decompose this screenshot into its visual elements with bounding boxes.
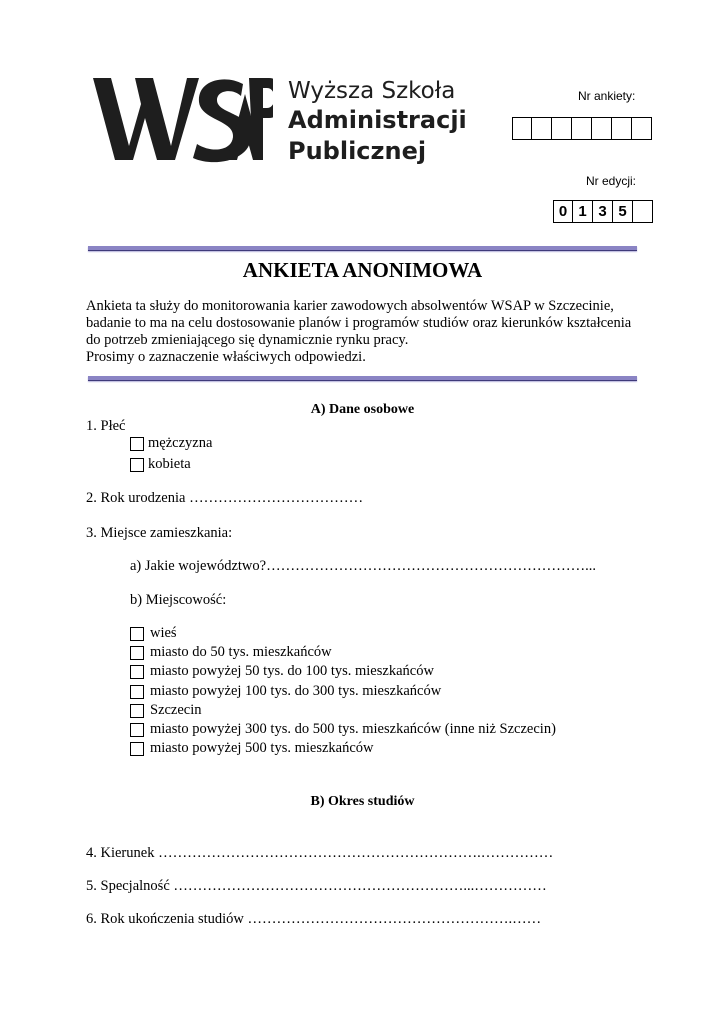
digit-box[interactable] [632, 117, 652, 140]
digit-box [633, 200, 653, 223]
logo-text-line-2: Administracji [288, 106, 467, 134]
option-label: miasto powyżej 500 tys. mieszkańców [150, 740, 374, 756]
q3b-option[interactable] [130, 663, 434, 680]
digit-box[interactable] [532, 117, 552, 140]
digit-box[interactable] [592, 117, 612, 140]
q3-label: 3. Miejsce zamieszkania: [86, 525, 233, 541]
q4-field-of-study[interactable]: 4. Kierunek ………………………………………………………….…………… [86, 845, 554, 861]
checkbox[interactable] [130, 458, 144, 472]
checkbox[interactable] [130, 627, 144, 641]
nr-ankiety-label: Nr ankiety: [578, 89, 636, 103]
option-label: wieś [150, 625, 177, 641]
digit-box[interactable] [512, 117, 532, 140]
intro-line: do potrzeb zmieniającego się dynamicznie rynku pracy. [86, 332, 409, 348]
q1-option-kobieta[interactable] [130, 456, 191, 473]
intro-line: Ankieta ta służy do monitorowania karier zawodowych absolwentów WSAP w Szczecinie, [86, 298, 614, 314]
option-label: kobieta [148, 456, 191, 472]
nr-ankiety-boxes[interactable] [512, 117, 652, 140]
digit-box[interactable] [612, 117, 632, 140]
option-label: miasto do 50 tys. mieszkańców [150, 644, 332, 660]
digit-box: 5 [613, 200, 633, 223]
checkbox[interactable] [130, 437, 144, 451]
q3b-label: b) Miejscowość: [130, 592, 227, 608]
section-a-title: A) Dane osobowe [310, 402, 415, 417]
section-b-title: B) Okres studiów [310, 794, 415, 809]
checkbox[interactable] [130, 685, 144, 699]
checkbox[interactable] [130, 723, 144, 737]
q2-birth-year[interactable]: 2. Rok urodzenia ……………………………… [86, 490, 364, 506]
page-title: ANKIETA ANONIMOWA [242, 258, 483, 282]
q3b-option[interactable] [130, 683, 441, 700]
option-label: Szczecin [150, 702, 202, 718]
digit-box: 0 [553, 200, 573, 223]
q3a-voivodeship[interactable]: a) Jakie województwo?…………………………………………………………... [130, 558, 596, 574]
option-label: miasto powyżej 300 tys. do 500 tys. mieszkańców (inne niż Szczecin) [150, 721, 556, 737]
intro-line: Prosimy o zaznaczenie właściwych odpowiedzi. [86, 349, 366, 365]
q3b-option[interactable] [130, 721, 556, 738]
checkbox[interactable] [130, 665, 144, 679]
option-label: mężczyzna [148, 435, 213, 451]
option-label: miasto powyżej 100 tys. do 300 tys. mieszkańców [150, 683, 442, 699]
checkbox[interactable] [130, 742, 144, 756]
intro-line: badanie to ma na celu dostosowanie planów i programów studiów oraz kierunków kształcenia [86, 315, 632, 331]
divider-bottom [88, 376, 637, 381]
q1-label: 1. Płeć [86, 418, 126, 434]
digit-box[interactable] [552, 117, 572, 140]
digit-box: 3 [593, 200, 613, 223]
q1-option-mezczyzna[interactable] [130, 435, 212, 452]
digit-box[interactable] [572, 117, 592, 140]
nr-edycji-boxes [553, 200, 653, 223]
logo-text-line-3: Publicznej [288, 137, 427, 165]
option-label: miasto powyżej 50 tys. do 100 tys. mieszkańców [150, 663, 434, 679]
wsap-logo-mark [93, 74, 273, 164]
q3b-option[interactable] [130, 740, 374, 757]
q3b-option[interactable] [130, 625, 177, 642]
q3b-option[interactable] [130, 644, 332, 661]
divider-top [88, 246, 637, 251]
checkbox[interactable] [130, 704, 144, 718]
logo-text-line-1: Wyższa Szkoła [288, 78, 456, 104]
nr-edycji-label: Nr edycji: [586, 174, 637, 188]
checkbox[interactable] [130, 646, 144, 660]
q3b-option[interactable] [130, 702, 202, 719]
q6-graduation-year[interactable]: 6. Rok ukończenia studiów ……………………………………………….…… [86, 911, 542, 927]
q5-specialization[interactable]: 5. Specjalność ……………………………………………………...…………… [86, 878, 547, 894]
intro-text [86, 298, 646, 366]
digit-box: 1 [573, 200, 593, 223]
